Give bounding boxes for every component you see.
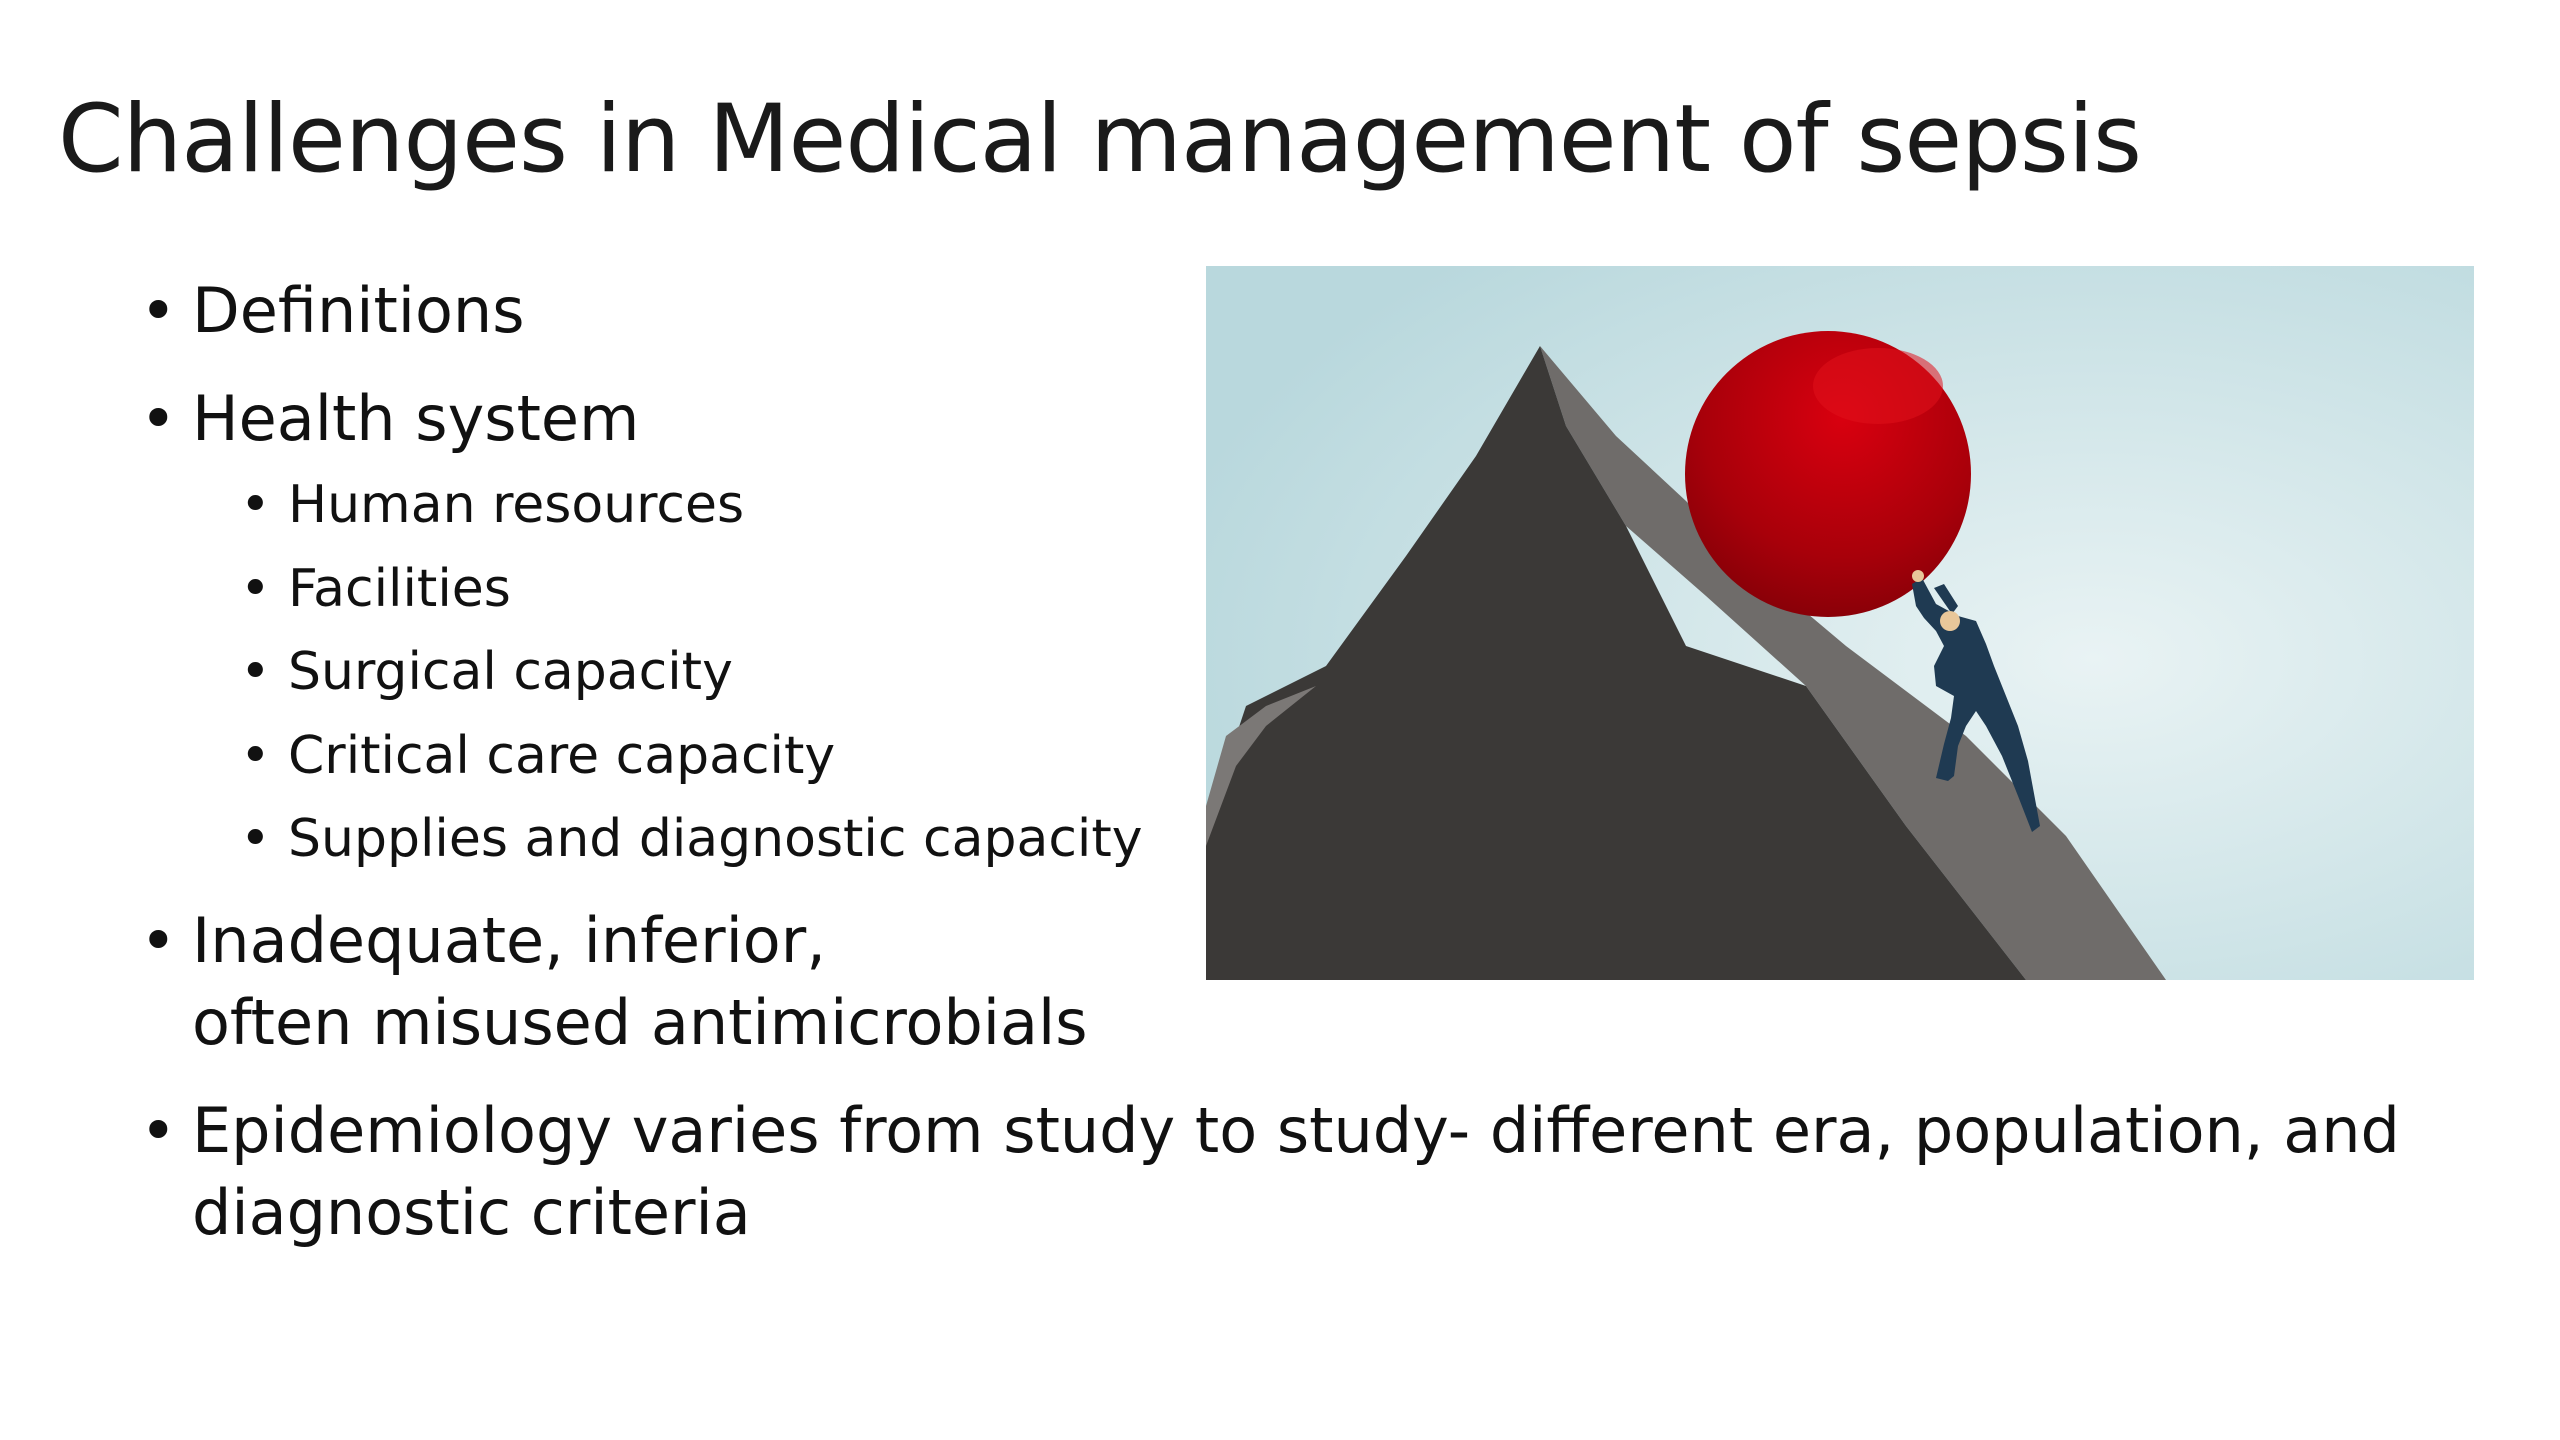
bullet-glyph: • (140, 904, 177, 977)
sub-bullet-text: Facilities (288, 559, 511, 619)
bullet-glyph: • (140, 274, 177, 347)
bullet-text-line-1: Epidemiology varies from study to study- different era, population, and (192, 1094, 2400, 1167)
bullet-text-line-2: diagnostic criteria (192, 1176, 751, 1249)
figure-head (1940, 611, 1960, 631)
bullet-epidemiology (140, 1090, 2400, 1254)
bullet-text-line-1: Inadequate, inferior, (192, 904, 826, 977)
sub-bullet-facilities (240, 554, 511, 624)
bullet-glyph: • (140, 382, 177, 455)
sub-bullet-text: Surgical capacity (288, 642, 733, 702)
sub-bullet-glyph: • (240, 475, 271, 535)
bullet-glyph: • (140, 1094, 177, 1167)
sub-bullet-glyph: • (240, 809, 271, 869)
sub-bullet-text: Supplies and diagnostic capacity (288, 809, 1143, 869)
sub-bullet-glyph: • (240, 559, 271, 619)
sub-bullet-text: Critical care capacity (288, 726, 836, 786)
bullet-text: Definitions (192, 274, 525, 347)
sub-bullet-supplies (240, 804, 1143, 874)
sub-bullet-glyph: • (240, 642, 271, 702)
bullet-definitions (140, 270, 525, 352)
sub-bullet-human-resources (240, 470, 744, 540)
sub-bullet-text: Human resources (288, 475, 745, 535)
bullet-text: Health system (192, 382, 640, 455)
figure-hands (1912, 570, 1924, 582)
slide-title: Challenges in Medical management of sepsis (58, 85, 2141, 194)
sub-bullet-critical-care-capacity (240, 721, 835, 791)
sisyphus-illustration (1206, 266, 2474, 980)
bullet-text-line-2: often misused antimicrobials (192, 986, 1088, 1059)
bullet-health-system (140, 378, 639, 460)
boulder-highlight (1813, 348, 1943, 424)
sub-bullet-surgical-capacity (240, 637, 733, 707)
sub-bullet-glyph: • (240, 726, 271, 786)
bullet-antimicrobials (140, 900, 1088, 1064)
